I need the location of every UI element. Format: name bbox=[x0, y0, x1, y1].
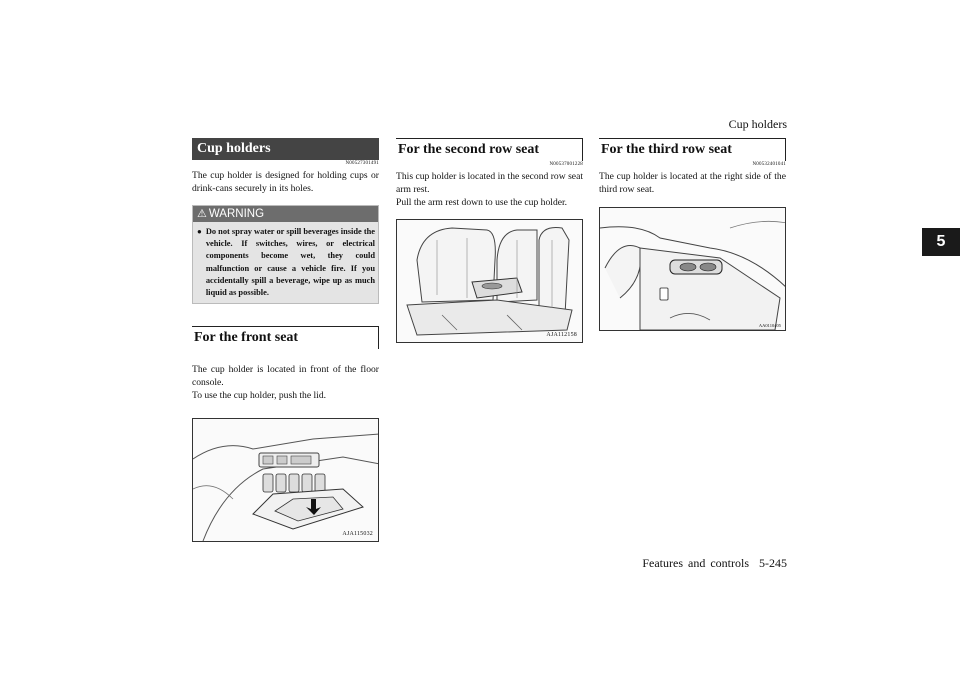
front-seat-paragraph-2: To use the cup holder, push the lid. bbox=[192, 390, 327, 402]
rear-seat-illustration bbox=[397, 220, 583, 342]
section-title-third-row: For the third row seat bbox=[599, 138, 786, 161]
figure-label: AA0110405 bbox=[758, 323, 781, 328]
third-row-figure bbox=[599, 207, 786, 331]
floor-console-illustration bbox=[193, 419, 379, 541]
warning-text: Do not spray water or spill beverages inside the vehicle. If switches, wires, or electrical components become wet, they could malfunction or cause a vehicle fire. If you accidentally spill a beverage, wipe up as much liquid as possible. bbox=[205, 227, 375, 298]
column-left bbox=[192, 138, 379, 542]
warning-box bbox=[192, 205, 379, 304]
reference-code: N00532401041 bbox=[752, 162, 786, 167]
warning-triangle-icon: ⚠ bbox=[197, 208, 207, 220]
reference-code: N00527301491 bbox=[345, 161, 379, 166]
page-footer bbox=[642, 556, 787, 571]
reference-code: N00537001228 bbox=[549, 162, 583, 167]
footer-chapter: Features and controls bbox=[642, 556, 749, 570]
section-title-cup-holders: Cup holders bbox=[192, 138, 379, 160]
warning-header bbox=[193, 206, 378, 222]
bullet-icon: ● bbox=[197, 227, 202, 236]
warning-body bbox=[193, 222, 378, 303]
second-row-paragraph-1: This cup holder is located in the second row seat arm rest. bbox=[396, 171, 583, 195]
section-title-front-seat: For the front seat bbox=[192, 326, 379, 349]
warning-label: WARNING bbox=[208, 208, 265, 220]
column-right bbox=[599, 138, 786, 331]
third-row-cup-holder-illustration bbox=[600, 208, 786, 330]
section-title-second-row: For the second row seat bbox=[396, 138, 583, 161]
third-row-paragraph: The cup holder is located at the right side of the third row seat. bbox=[599, 171, 786, 195]
column-middle bbox=[396, 138, 583, 343]
figure-label: AJA115032 bbox=[342, 531, 373, 538]
second-row-figure bbox=[396, 219, 583, 343]
second-row-paragraph-2: Pull the arm rest down to use the cup holder. bbox=[396, 197, 568, 208]
figure-label: AJA112158 bbox=[546, 332, 577, 338]
intro-paragraph: The cup holder is designed for holding cups or drink-cans securely in its holes. bbox=[192, 170, 379, 194]
front-seat-figure bbox=[192, 418, 379, 542]
chapter-tab: 5 bbox=[922, 228, 960, 256]
footer-page-number: 5-245 bbox=[759, 556, 787, 570]
front-seat-paragraph-1: The cup holder is located in front of the floor console. bbox=[192, 364, 379, 389]
page-header-title: Cup holders bbox=[728, 117, 787, 131]
